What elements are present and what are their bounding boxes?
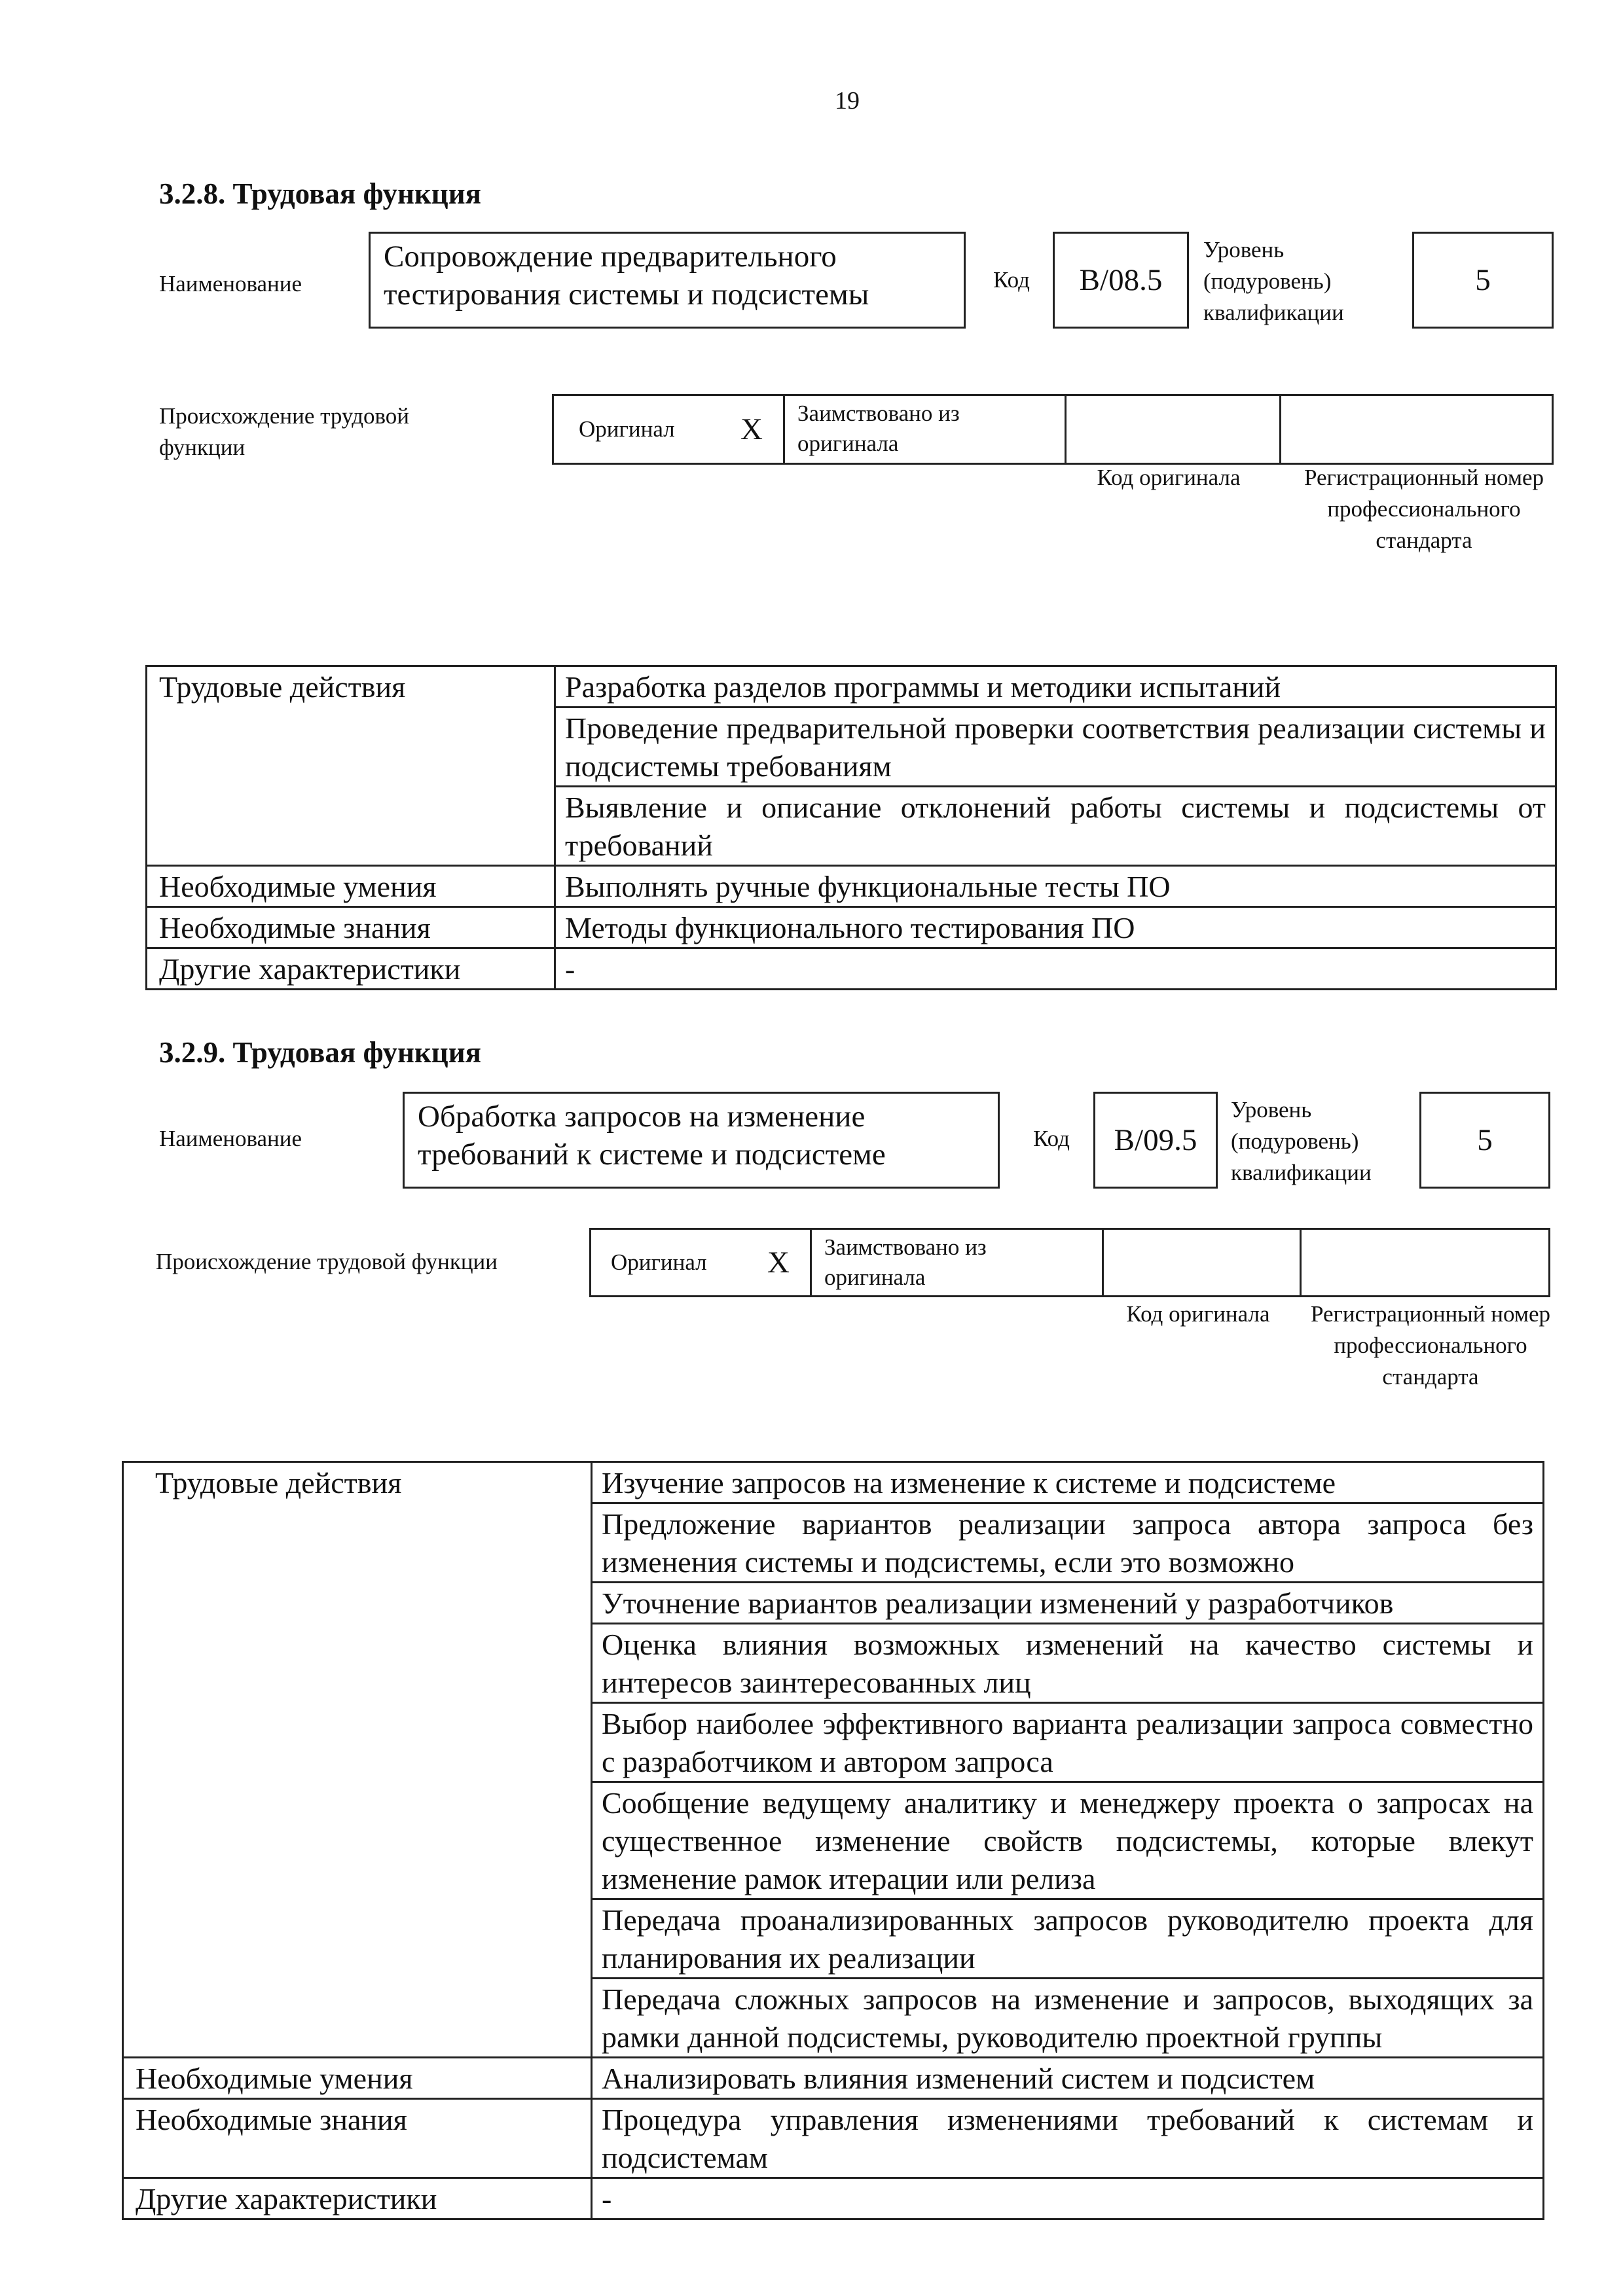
table-row [147, 866, 1556, 907]
row-item: Передача проанализированных запросов руководителю проекта для планирования их реализации [592, 1899, 1544, 1979]
row-label: Трудовые действия [123, 1462, 592, 2058]
level-value: 5 [1477, 1123, 1493, 1157]
row-item: Уточнение вариантов реализации изменений у разработчиков [592, 1583, 1544, 1624]
original-mark: X [767, 1246, 790, 1280]
functions-table-3-2-8 [145, 665, 1557, 990]
name-label: Наименование [159, 1126, 302, 1151]
table-row [123, 2058, 1544, 2099]
origin-label: Происхождение трудовой функции [159, 403, 410, 460]
row-item: Процедура управления изменениями требований к системам и подсистемам [592, 2099, 1544, 2178]
code-value: B/08.5 [1079, 263, 1163, 297]
original-mark: X [740, 412, 763, 446]
divider [1279, 396, 1281, 463]
row-label: Необходимые умения [123, 2058, 592, 2099]
table-row [123, 2099, 1544, 2178]
row-item: - [592, 2178, 1544, 2219]
row-item: Выбор наиболее эффективного варианта реализации запроса совместно с разработчиком и автором запроса [592, 1703, 1544, 1782]
row-label: Другие характеристики [123, 2178, 592, 2219]
divider [783, 396, 785, 463]
divider [1065, 396, 1067, 463]
functions-table-3-2-9 [122, 1461, 1544, 2220]
reg-number-label: Регистрационный номер профессионального стандарта [1304, 465, 1544, 553]
level-box [1419, 1092, 1550, 1189]
table-row [147, 907, 1556, 948]
code-original-label: Код оригинала [1097, 465, 1241, 490]
code-box [1093, 1092, 1218, 1189]
borrowed-label: Заимствовано из оригинала [797, 401, 960, 456]
row-item: Разработка разделов программы и методики испытаний [555, 666, 1556, 708]
row-item: Анализировать влияния изменений систем и подсистем [592, 2058, 1544, 2099]
row-item: Передача сложных запросов на изменение и запросов, выходящих за рамки данной подсистемы, руководителю проектной группы [592, 1979, 1544, 2058]
section-title-3-2-8: 3.2.8. Трудовая функция [159, 177, 482, 210]
code-label: Код [1033, 1126, 1070, 1151]
function-name-value: Обработка запросов на изменение требований к системе и подсистеме [418, 1100, 886, 1172]
row-item: Сообщение ведущему аналитику и менеджеру проекта о запросах на существенное изменение свойств подсистемы, которые влекут изменение рамок итерации или релиза [592, 1782, 1544, 1899]
origin-grid [589, 1228, 1550, 1297]
level-label: Уровень (подуровень) квалификации [1231, 1097, 1372, 1185]
row-item: Выполнять ручные функциональные тесты ПО [555, 866, 1556, 907]
level-label: Уровень (подуровень) квалификации [1203, 237, 1344, 325]
function-name-value: Сопровождение предварительного тестирования системы и подсистемы [384, 240, 869, 312]
page-number: 19 [835, 87, 860, 115]
original-label: Оригинал [579, 416, 675, 442]
level-value: 5 [1475, 263, 1491, 297]
code-box [1053, 232, 1189, 329]
code-label: Код [993, 267, 1030, 293]
function-name-box [403, 1092, 1000, 1189]
level-box [1412, 232, 1554, 329]
divider [1102, 1230, 1104, 1295]
row-label: Трудовые действия [147, 666, 555, 866]
row-label: Необходимые знания [147, 907, 555, 948]
table-row [147, 948, 1556, 990]
function-name-box [369, 232, 966, 329]
row-label: Необходимые знания [123, 2099, 592, 2178]
origin-grid [552, 394, 1554, 465]
row-item: Оценка влияния возможных изменений на качество системы и интересов заинтересованных лиц [592, 1624, 1544, 1703]
row-label: Необходимые умения [147, 866, 555, 907]
table-row [147, 666, 1556, 708]
original-label: Оригинал [611, 1249, 707, 1275]
reg-number-label: Регистрационный номер профессионального стандарта [1310, 1301, 1551, 1390]
section-title-3-2-9: 3.2.9. Трудовая функция [159, 1036, 482, 1069]
row-item: Предложение вариантов реализации запроса автора запроса без изменения системы и подсистемы, если это возможно [592, 1503, 1544, 1583]
row-label: Другие характеристики [147, 948, 555, 990]
row-item: Проведение предварительной проверки соответствия реализации системы и подсистемы требованиям [555, 708, 1556, 787]
row-item: Методы функционального тестирования ПО [555, 907, 1556, 948]
borrowed-label: Заимствовано из оригинала [824, 1234, 987, 1290]
origin-label: Происхождение трудовой функции [156, 1249, 498, 1274]
name-label: Наименование [159, 271, 302, 296]
row-item: Выявление и описание отклонений работы системы и подсистемы от требований [555, 787, 1556, 866]
table-row [123, 2178, 1544, 2219]
table-row [123, 1462, 1544, 1503]
row-item: Изучение запросов на изменение к системе и подсистеме [592, 1462, 1544, 1503]
row-item: - [555, 948, 1556, 990]
code-original-label: Код оригинала [1126, 1301, 1270, 1327]
divider [1300, 1230, 1302, 1295]
divider [810, 1230, 812, 1295]
code-value: B/09.5 [1114, 1123, 1197, 1157]
